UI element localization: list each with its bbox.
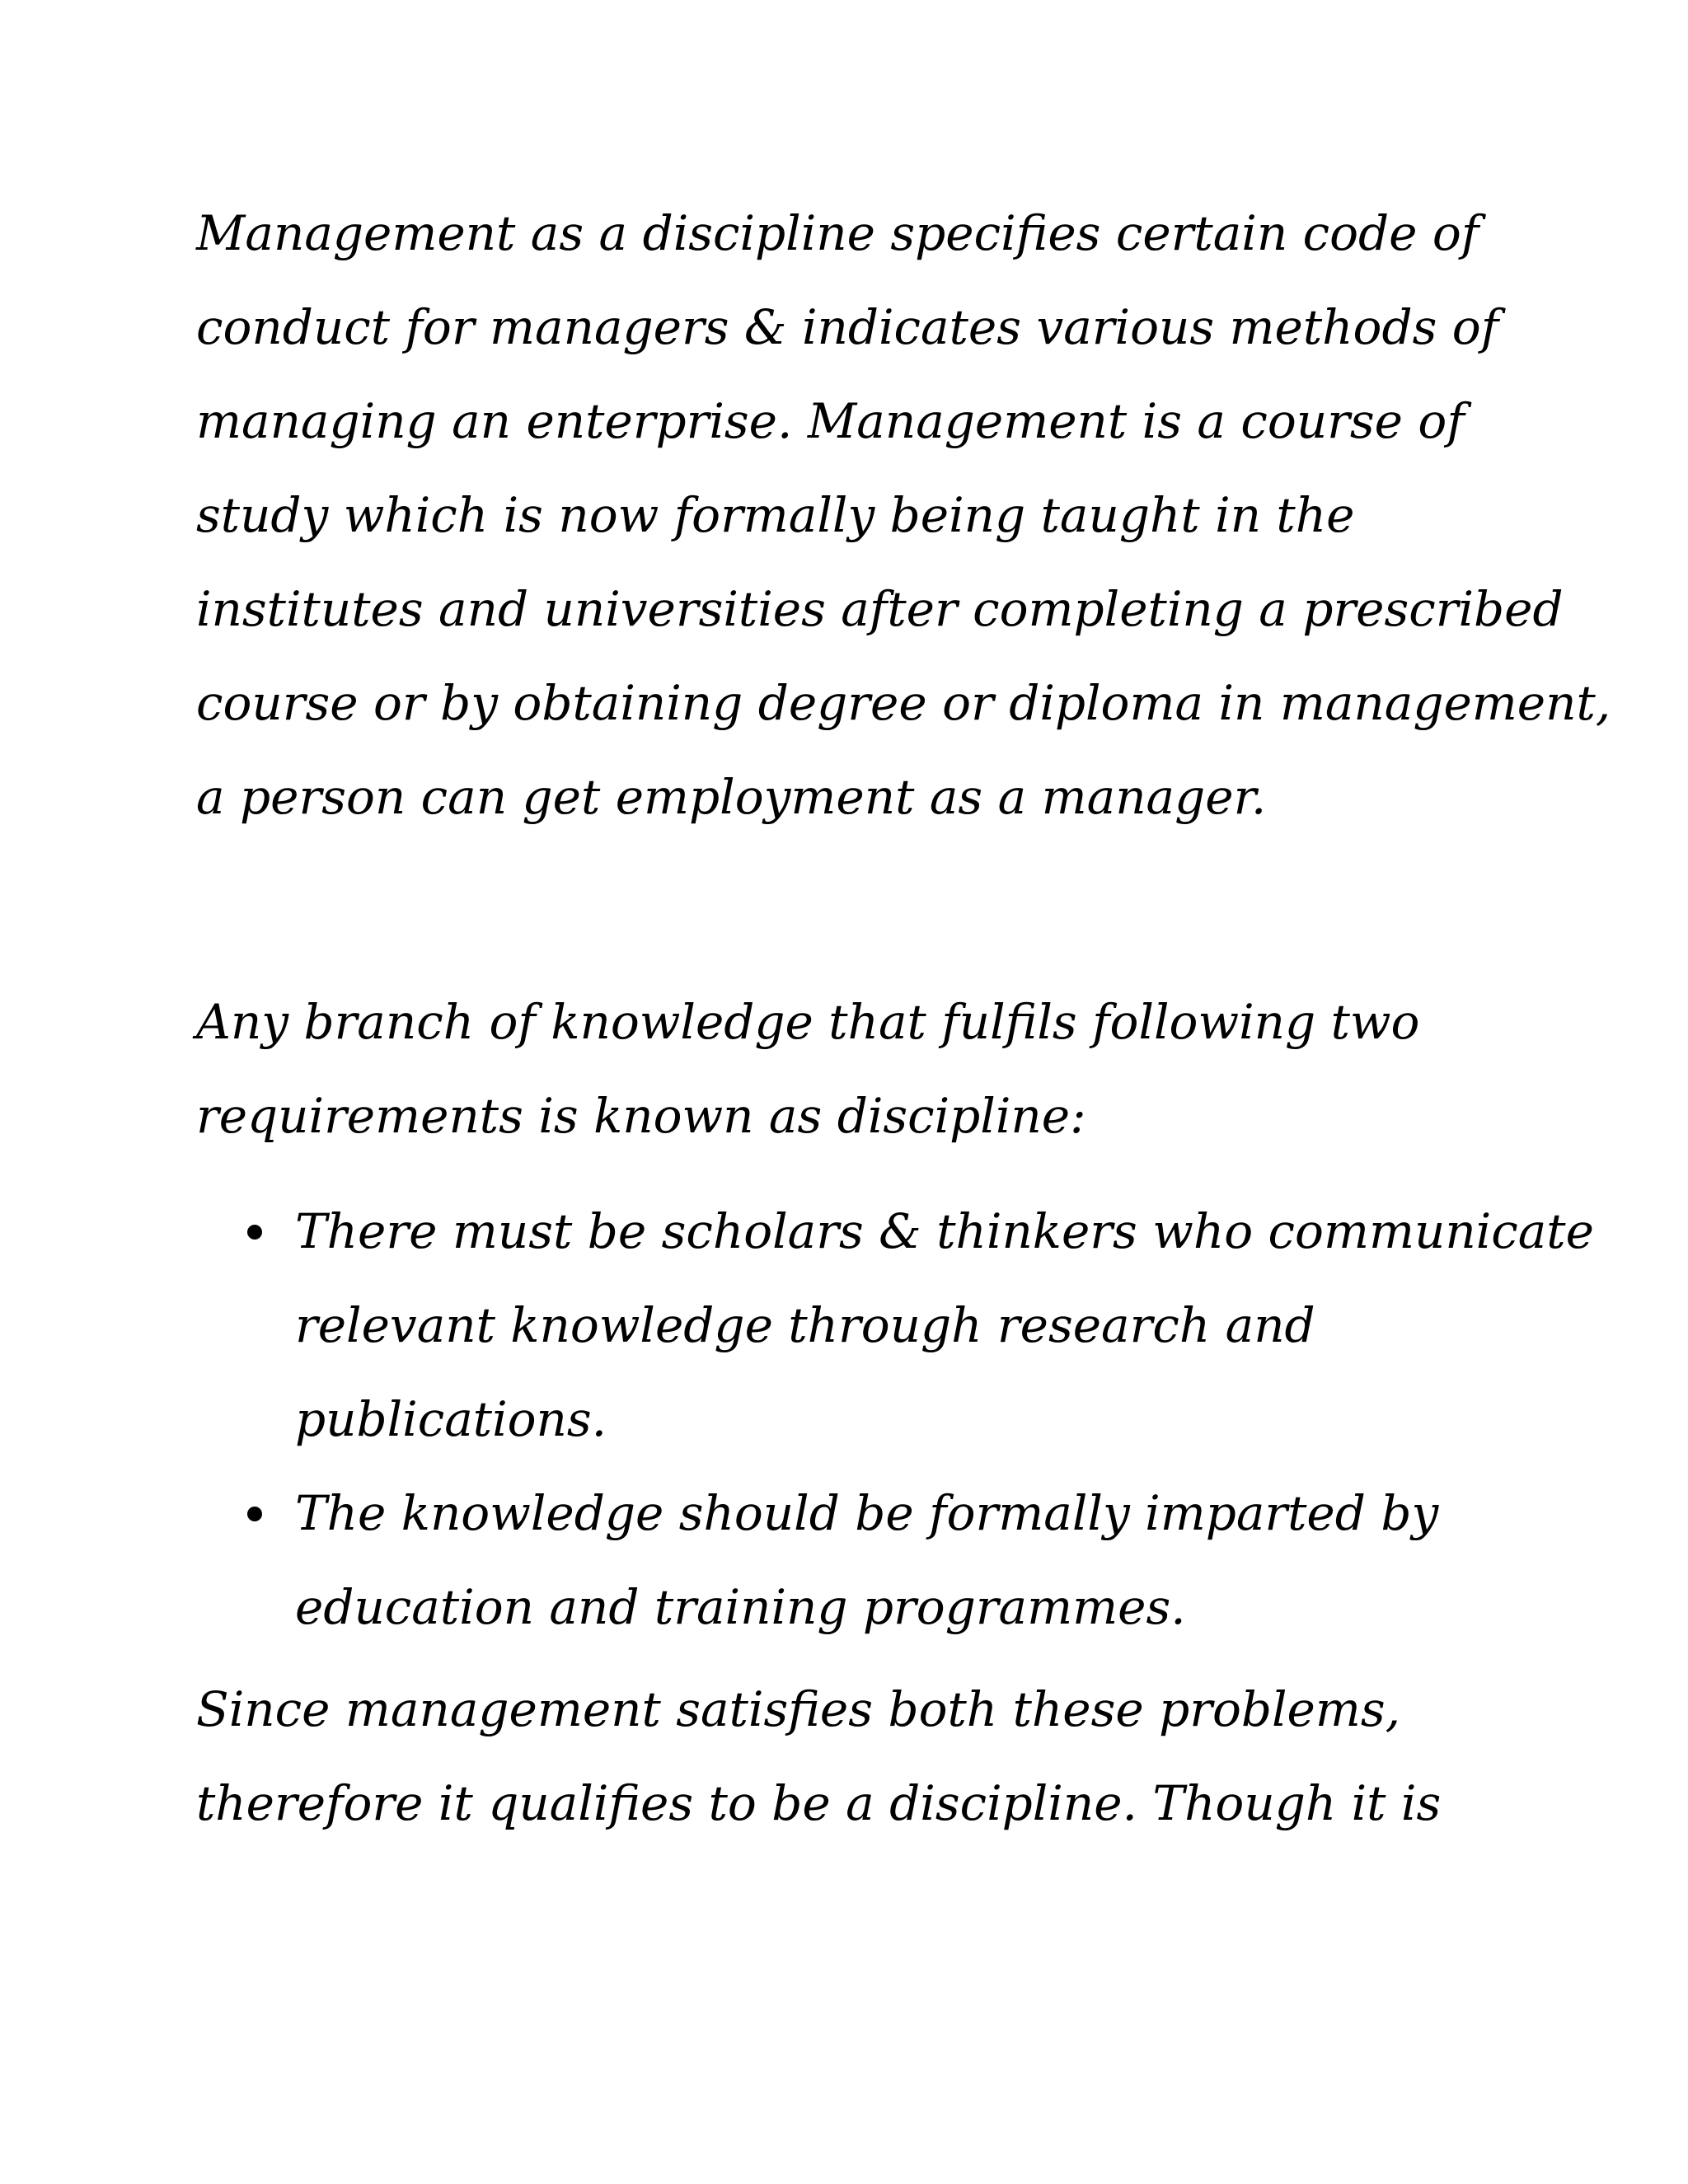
requirements-bullet-list xyxy=(196,1184,1594,1654)
text-line: institutes and universities after completing a prescribed xyxy=(196,581,1564,637)
text-line: managing an enterprise. Management is a course of xyxy=(196,393,1465,449)
bullet-icon xyxy=(247,1225,262,1240)
text-line: The knowledge should be formally imparted by xyxy=(295,1485,1439,1541)
text-line: conduct for managers & indicates various methods of xyxy=(196,299,1499,355)
text-line: Any branch of knowledge that fulfils following two xyxy=(196,994,1420,1050)
text-line: course or by obtaining degree or diploma in management, xyxy=(196,675,1611,731)
text-line: There must be scholars & thinkers who communicate xyxy=(295,1203,1594,1259)
text-line: Since management satisfies both these problems, xyxy=(196,1681,1401,1737)
text-line: publications. xyxy=(295,1391,607,1447)
list-item xyxy=(196,1184,1594,1466)
text-line: study which is now formally being taught in the xyxy=(196,487,1355,543)
list-item xyxy=(196,1466,1498,1654)
text-line: relevant knowledge through research and xyxy=(295,1297,1315,1353)
paragraph-conclusion xyxy=(196,1662,1482,1850)
text-line: requirements is known as discipline: xyxy=(196,1088,1086,1144)
bullet-icon xyxy=(247,1507,262,1521)
paragraph-discipline-requirements xyxy=(196,975,1482,1163)
text-line: a person can get employment as a manager. xyxy=(196,769,1267,825)
text-line: therefore it qualifies to be a discipline. Though it is xyxy=(196,1775,1442,1831)
text-line: Management as a discipline specifies certain code of xyxy=(196,205,1479,261)
text-line: education and training programmes. xyxy=(295,1579,1186,1635)
paragraph-management-discipline xyxy=(196,186,1611,844)
